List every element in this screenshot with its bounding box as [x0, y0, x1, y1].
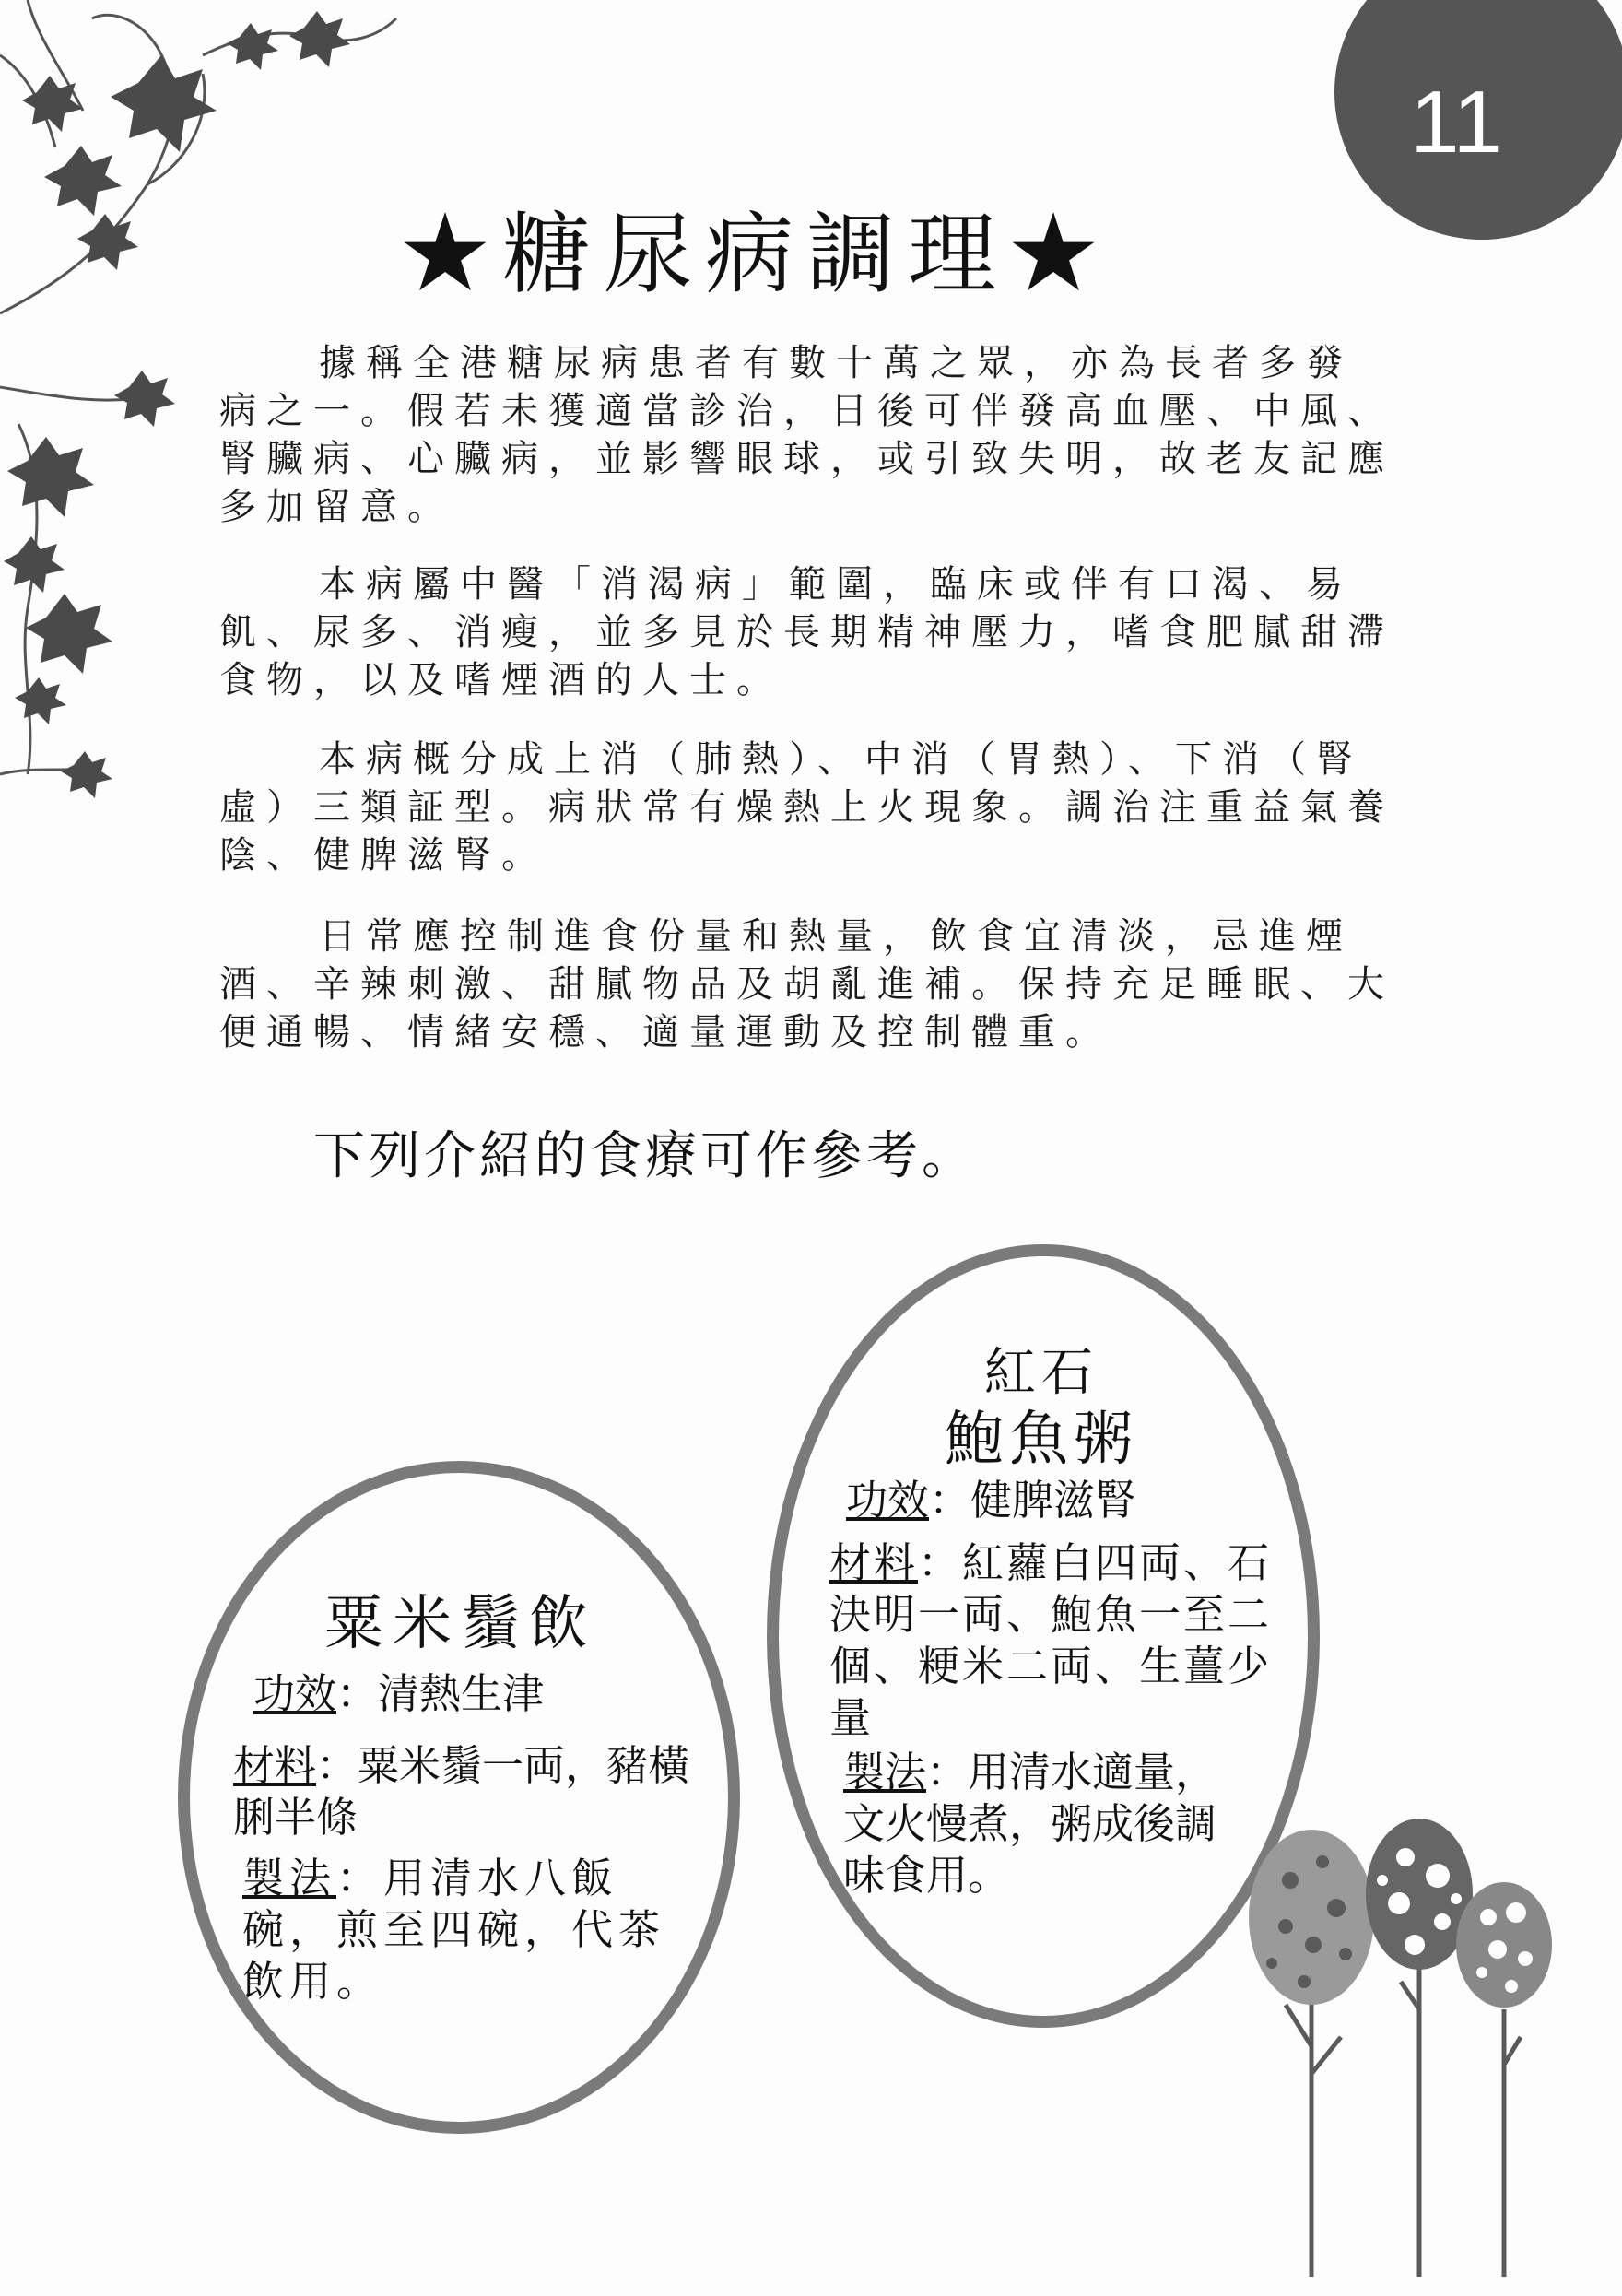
recipe-1-name: 粟米鬚飲 — [324, 1590, 597, 1658]
paragraph-3: 本病概分成上消（肺熱）、中消（胃熱）、下消（腎虛）三類証型。病狀常有燥熱上火現象。調治注重益氣養陰、健脾滋腎。 — [219, 738, 1394, 877]
recipe-2-ingredients — [829, 1537, 1290, 1744]
recipe-2-ingredients-text: ：紅蘿白四両、石決明一両、鮑魚一至二個、粳米二両、生薑少量 — [829, 1538, 1273, 1742]
recipe-2-name-line1: 紅石 — [984, 1343, 1099, 1403]
recipe-2-ingredients-label: 材料 — [829, 1538, 919, 1587]
vine-decoration-side — [0, 369, 203, 811]
recipe-1-ingredients-text: ：粟米鬚一両，豬橫脷半條 — [233, 1741, 690, 1842]
recipe-1-ingredients-label: 材料 — [233, 1741, 317, 1790]
paragraph-2: 本病屬中醫「消渴病」範圍，臨床或伴有口渴、易飢、尿多、消瘦，並多見於長期精神壓力，嗜食肥膩甜滯食物，以及嗜煙酒的人士。 — [219, 563, 1394, 701]
recipe-1-efficacy — [253, 1668, 696, 1720]
paragraph-4: 日常應控制進食份量和熱量，飲食宜清淡，忌進煙酒、辛辣刺激、甜膩物品及胡亂進補。保持充足睡眠、大便通暢、情緒安穩、適量運動及控制體重。 — [219, 915, 1394, 1054]
tree-decoration — [1235, 1825, 1604, 2286]
recipe-1-method-text: ：用清水八飯碗，煎至四碗，代茶飲用。 — [242, 1854, 666, 2006]
page-title: ★糖尿病調理★ — [401, 203, 1111, 306]
recipe-2-method-text: ：用清水適量，文火慢煮，粥成後調味食用。 — [843, 1748, 1217, 1900]
recipe-intro: 下列介紹的食療可作參考。 — [313, 1126, 977, 1186]
recipe-2-efficacy-text: ：健脾滋腎 — [929, 1476, 1137, 1525]
paragraph-1: 據稱全港糖尿病患者有數十萬之眾，亦為長者多發病之一。假若未獲適當診治，日後可伴發高血壓、中風、腎臟病、心臟病，並影響眼球，或引致失明，故老友記應多加留意。 — [219, 342, 1394, 528]
recipe-1-ingredients — [233, 1740, 694, 1843]
recipe-1-method-label: 製法 — [242, 1854, 337, 1902]
recipe-2-method — [843, 1747, 1240, 1902]
recipe-2-method-label: 製法 — [843, 1748, 927, 1796]
page-number: 11 — [1410, 73, 1502, 171]
tree-1-crown — [1249, 1830, 1374, 2005]
recipe-1-method — [242, 1853, 685, 2008]
recipe-1-efficacy-text: ：清熱生津 — [336, 1669, 545, 1718]
recipe-2-efficacy — [846, 1475, 1252, 1526]
recipe-2-name-line2: 鮑魚粥 — [945, 1406, 1138, 1474]
recipe-1-efficacy-label: 功效 — [253, 1669, 337, 1718]
recipe-2-efficacy-label: 功效 — [846, 1476, 930, 1525]
